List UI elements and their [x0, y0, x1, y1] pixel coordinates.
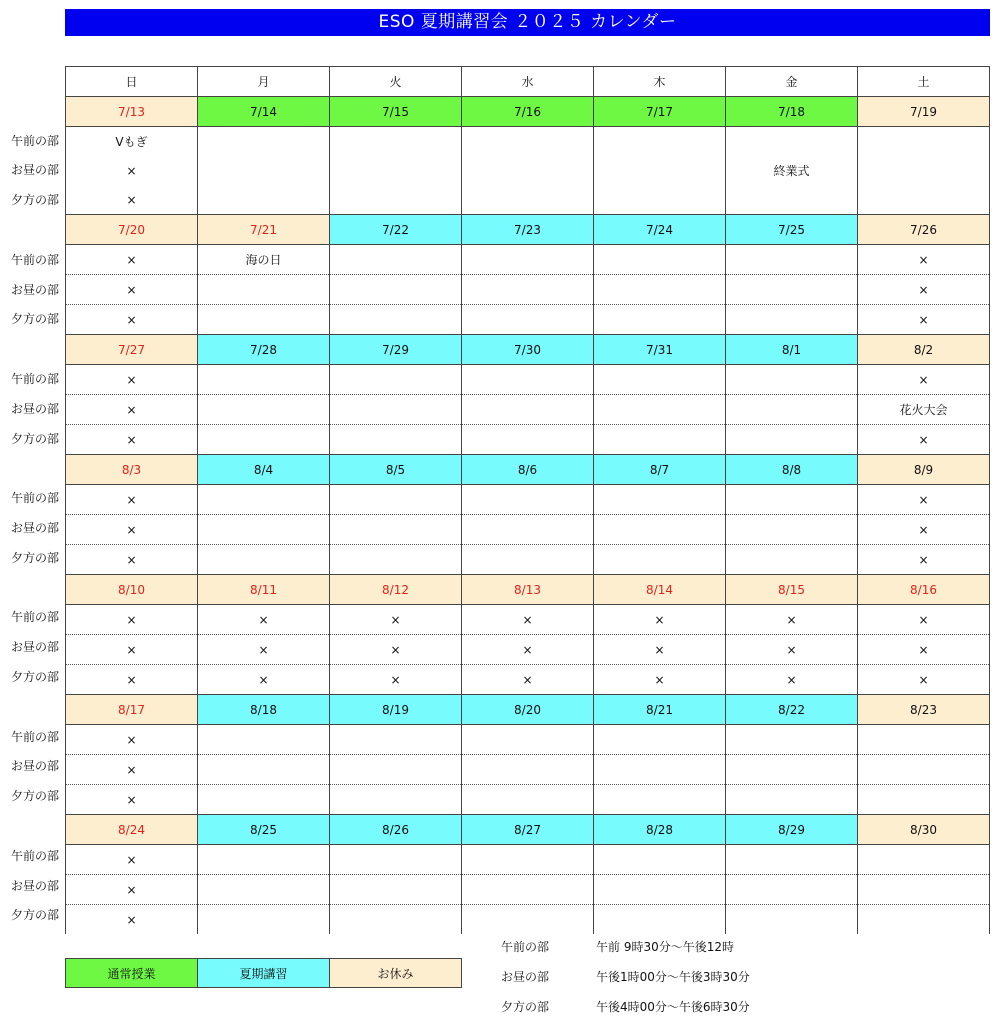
slot-cell — [462, 905, 594, 935]
slot-row-morning — [66, 485, 990, 515]
slot-cell: × — [858, 425, 990, 455]
slot-cell: × — [66, 425, 198, 455]
time-name-morning: 午前の部 — [501, 940, 550, 954]
slot-cell: × — [858, 485, 990, 515]
slot-cell — [594, 425, 726, 455]
slot-cell — [462, 755, 594, 785]
slot-cell — [858, 845, 990, 875]
legend-summer-course: 夏期講習 — [198, 959, 330, 988]
date-row — [66, 695, 990, 725]
slot-cell — [330, 485, 462, 515]
slot-cell — [198, 485, 330, 515]
weekday-tue: 火 — [330, 67, 462, 97]
date-cell: 8/18 — [198, 695, 330, 725]
slot-cell: × — [66, 185, 198, 215]
slot-row-noon — [66, 755, 990, 785]
slot-cell — [726, 755, 858, 785]
date-row — [66, 455, 990, 485]
slot-cell — [198, 365, 330, 395]
date-cell: 7/31 — [594, 335, 726, 365]
slot-cell: × — [858, 515, 990, 545]
date-row — [66, 215, 990, 245]
slot-cell — [594, 305, 726, 335]
date-cell: 7/27 — [66, 335, 198, 365]
slot-cell — [594, 725, 726, 755]
legend-day-off: お休み — [330, 959, 462, 988]
date-cell: 8/24 — [66, 815, 198, 845]
slot-cell: × — [726, 635, 858, 665]
slot-cell: × — [858, 635, 990, 665]
slot-row-noon — [66, 395, 990, 425]
slot-row-noon — [66, 515, 990, 545]
slot-label-evening: 夕方の部 — [11, 908, 60, 923]
slot-cell — [594, 905, 726, 935]
slot-cell: × — [330, 635, 462, 665]
slot-cell — [462, 485, 594, 515]
slot-cell — [726, 485, 858, 515]
slot-cell: × — [198, 635, 330, 665]
slot-label-evening: 夕方の部 — [11, 550, 60, 565]
date-cell: 8/11 — [198, 575, 330, 605]
slot-cell — [198, 305, 330, 335]
slot-row-evening — [66, 185, 990, 215]
slot-cell — [858, 755, 990, 785]
date-cell: 7/30 — [462, 335, 594, 365]
date-cell: 8/17 — [66, 695, 198, 725]
slot-cell — [462, 156, 594, 185]
slot-cell: 海の日 — [198, 245, 330, 275]
slot-cell — [198, 845, 330, 875]
slot-cell — [330, 185, 462, 215]
slot-cell — [726, 785, 858, 815]
slot-cell: × — [858, 245, 990, 275]
slot-row-morning — [66, 127, 990, 157]
slot-cell: × — [66, 845, 198, 875]
date-cell: 7/15 — [330, 97, 462, 127]
slot-cell — [330, 395, 462, 425]
slot-cell — [726, 127, 858, 157]
time-range-noon: 午後1時00分～午後3時30分 — [596, 970, 750, 984]
date-cell: 7/18 — [726, 97, 858, 127]
slot-cell — [462, 545, 594, 575]
slot-cell: × — [594, 665, 726, 695]
date-cell: 8/21 — [594, 695, 726, 725]
slot-label-noon: お昼の部 — [11, 520, 60, 535]
slot-cell — [330, 245, 462, 275]
date-cell: 8/8 — [726, 455, 858, 485]
slot-row-morning — [66, 245, 990, 275]
slot-row-evening — [66, 545, 990, 575]
slot-cell — [594, 875, 726, 905]
slot-cell — [330, 785, 462, 815]
slot-cell: × — [66, 605, 198, 635]
slot-cell — [594, 755, 726, 785]
slot-cell — [462, 245, 594, 275]
date-cell: 8/7 — [594, 455, 726, 485]
slot-cell: × — [462, 605, 594, 635]
slot-cell — [330, 156, 462, 185]
slot-cell — [330, 425, 462, 455]
slot-row-noon — [66, 156, 990, 185]
slot-cell: × — [66, 395, 198, 425]
slot-cell: × — [66, 905, 198, 935]
slot-cell — [330, 275, 462, 305]
slot-cell — [330, 755, 462, 785]
slot-cell: × — [66, 755, 198, 785]
slot-cell: × — [66, 875, 198, 905]
slot-cell — [858, 127, 990, 157]
date-cell: 7/25 — [726, 215, 858, 245]
calendar-grid — [65, 66, 990, 934]
date-cell: 8/22 — [726, 695, 858, 725]
slot-cell — [330, 515, 462, 545]
date-cell: 8/19 — [330, 695, 462, 725]
date-cell: 8/23 — [858, 695, 990, 725]
calendar-title: ESO 夏期講習会 ２０２５ カレンダー — [65, 9, 990, 36]
slot-row-evening — [66, 785, 990, 815]
slot-cell — [330, 127, 462, 157]
slot-cell — [594, 515, 726, 545]
slot-cell — [462, 875, 594, 905]
slot-row-morning — [66, 365, 990, 395]
slot-cell — [198, 875, 330, 905]
slot-cell: × — [858, 545, 990, 575]
slot-label-morning: 午前の部 — [11, 133, 60, 148]
slot-cell — [594, 275, 726, 305]
date-cell: 8/28 — [594, 815, 726, 845]
weekday-thu: 木 — [594, 67, 726, 97]
slot-label-noon: お昼の部 — [11, 640, 60, 655]
legend — [65, 958, 462, 988]
slot-cell: × — [594, 635, 726, 665]
slot-cell — [726, 395, 858, 425]
slot-label-noon: お昼の部 — [11, 282, 60, 297]
date-cell: 8/20 — [462, 695, 594, 725]
date-cell: 7/24 — [594, 215, 726, 245]
date-cell: 8/12 — [330, 575, 462, 605]
slot-cell — [198, 275, 330, 305]
slot-cell — [594, 245, 726, 275]
slot-cell: × — [66, 665, 198, 695]
slot-cell: × — [66, 635, 198, 665]
slot-cell: × — [66, 365, 198, 395]
slot-cell: × — [726, 665, 858, 695]
slot-cell — [858, 725, 990, 755]
slot-row-evening — [66, 665, 990, 695]
slot-label-morning: 午前の部 — [11, 371, 60, 386]
date-cell: 7/22 — [330, 215, 462, 245]
slot-cell — [198, 545, 330, 575]
slot-row-morning — [66, 725, 990, 755]
slot-cell: 終業式 — [726, 156, 858, 185]
slot-cell: × — [66, 245, 198, 275]
slot-cell — [594, 185, 726, 215]
slot-label-morning: 午前の部 — [11, 729, 60, 744]
slot-cell — [858, 156, 990, 185]
slot-cell: × — [198, 605, 330, 635]
slot-cell — [198, 156, 330, 185]
weekday-header-row — [66, 67, 990, 97]
slot-cell — [858, 875, 990, 905]
slot-cell — [594, 545, 726, 575]
slot-cell — [462, 305, 594, 335]
slot-cell — [726, 305, 858, 335]
slot-label-morning: 午前の部 — [11, 491, 60, 506]
time-range-evening: 午後4時00分～午後6時30分 — [596, 1000, 750, 1014]
date-cell: 8/2 — [858, 335, 990, 365]
date-cell: 8/3 — [66, 455, 198, 485]
slot-row-noon — [66, 275, 990, 305]
date-cell: 7/19 — [858, 97, 990, 127]
slot-cell — [726, 185, 858, 215]
slot-cell — [462, 785, 594, 815]
date-row — [66, 815, 990, 845]
date-cell: 8/27 — [462, 815, 594, 845]
date-cell: 7/20 — [66, 215, 198, 245]
date-cell: 7/16 — [462, 97, 594, 127]
slot-cell — [726, 875, 858, 905]
weekday-sun: 日 — [66, 67, 198, 97]
slot-cell — [330, 305, 462, 335]
slot-cell — [198, 515, 330, 545]
date-cell: 8/9 — [858, 455, 990, 485]
slot-cell: × — [198, 665, 330, 695]
slot-cell: 花火大会 — [858, 395, 990, 425]
slot-cell — [726, 425, 858, 455]
weekday-fri: 金 — [726, 67, 858, 97]
date-cell: 7/23 — [462, 215, 594, 245]
slot-label-evening: 夕方の部 — [11, 312, 60, 327]
time-name-noon: お昼の部 — [501, 970, 550, 984]
slot-cell — [858, 185, 990, 215]
slot-cell — [330, 545, 462, 575]
slot-cell: × — [66, 545, 198, 575]
slot-cell — [726, 845, 858, 875]
slot-cell — [198, 425, 330, 455]
slot-cell — [594, 395, 726, 425]
slot-cell — [198, 725, 330, 755]
slot-row-morning — [66, 605, 990, 635]
slot-cell — [726, 905, 858, 935]
date-cell: 8/6 — [462, 455, 594, 485]
slot-row-evening — [66, 905, 990, 935]
slot-cell — [198, 905, 330, 935]
slot-label-noon: お昼の部 — [11, 878, 60, 893]
slot-cell — [198, 395, 330, 425]
slot-cell: × — [858, 665, 990, 695]
date-cell: 8/16 — [858, 575, 990, 605]
time-name-evening: 夕方の部 — [501, 1000, 550, 1014]
slot-cell — [462, 725, 594, 755]
date-cell: 8/13 — [462, 575, 594, 605]
slot-cell — [330, 365, 462, 395]
slot-cell — [726, 515, 858, 545]
weekday-mon: 月 — [198, 67, 330, 97]
slot-label-evening: 夕方の部 — [11, 431, 60, 446]
slot-cell — [330, 875, 462, 905]
slot-cell — [726, 545, 858, 575]
date-cell: 8/14 — [594, 575, 726, 605]
slot-label-morning: 午前の部 — [11, 848, 60, 863]
weekday-wed: 水 — [462, 67, 594, 97]
slot-cell — [726, 365, 858, 395]
slot-label-evening: 夕方の部 — [11, 193, 60, 208]
slot-cell — [594, 156, 726, 185]
date-cell: 8/26 — [330, 815, 462, 845]
date-cell: 8/30 — [858, 815, 990, 845]
slot-row-morning — [66, 845, 990, 875]
date-cell: 7/17 — [594, 97, 726, 127]
slot-cell: × — [726, 605, 858, 635]
slot-cell: × — [462, 665, 594, 695]
date-cell: 8/4 — [198, 455, 330, 485]
slot-label-morning: 午前の部 — [11, 610, 60, 625]
legend-normal-class: 通常授業 — [66, 959, 198, 988]
slot-cell: × — [858, 275, 990, 305]
date-cell: 8/1 — [726, 335, 858, 365]
date-cell: 8/25 — [198, 815, 330, 845]
date-cell: 7/14 — [198, 97, 330, 127]
slot-cell: × — [858, 305, 990, 335]
slot-cell: × — [66, 156, 198, 185]
date-cell: 7/28 — [198, 335, 330, 365]
slot-cell — [462, 365, 594, 395]
slot-cell — [594, 785, 726, 815]
slot-cell — [330, 905, 462, 935]
slot-label-evening: 夕方の部 — [11, 789, 60, 804]
slot-cell — [462, 395, 594, 425]
slot-row-noon — [66, 875, 990, 905]
slot-label-evening: 夕方の部 — [11, 669, 60, 684]
weekday-sat: 土 — [858, 67, 990, 97]
slot-label-noon: お昼の部 — [11, 759, 60, 774]
slot-cell — [726, 275, 858, 305]
date-cell: 7/21 — [198, 215, 330, 245]
date-cell: 8/10 — [66, 575, 198, 605]
slot-cell: Vもぎ — [66, 127, 198, 157]
slot-cell — [462, 185, 594, 215]
slot-cell — [198, 127, 330, 157]
slot-cell — [594, 365, 726, 395]
slot-cell: × — [462, 635, 594, 665]
slot-cell — [726, 725, 858, 755]
date-cell: 7/13 — [66, 97, 198, 127]
slot-cell: × — [330, 665, 462, 695]
slot-label-morning: 午前の部 — [11, 252, 60, 267]
date-row — [66, 97, 990, 127]
slot-cell — [330, 845, 462, 875]
slot-cell: × — [66, 725, 198, 755]
slot-cell — [462, 845, 594, 875]
date-cell: 8/29 — [726, 815, 858, 845]
slot-cell — [198, 185, 330, 215]
slot-cell — [462, 275, 594, 305]
slot-cell — [594, 485, 726, 515]
slot-cell — [462, 127, 594, 157]
slot-cell: × — [66, 785, 198, 815]
slot-cell: × — [858, 605, 990, 635]
slot-cell — [462, 425, 594, 455]
slot-label-noon: お昼の部 — [11, 163, 60, 178]
slot-row-noon — [66, 635, 990, 665]
slot-cell — [198, 785, 330, 815]
date-row — [66, 575, 990, 605]
slot-cell: × — [66, 275, 198, 305]
slot-cell: × — [330, 605, 462, 635]
slot-cell — [858, 905, 990, 935]
date-cell: 7/29 — [330, 335, 462, 365]
slot-cell — [594, 845, 726, 875]
slot-cell — [198, 755, 330, 785]
slot-label-noon: お昼の部 — [11, 401, 60, 416]
slot-cell — [462, 515, 594, 545]
slot-row-evening — [66, 425, 990, 455]
slot-cell: × — [594, 605, 726, 635]
slot-cell: × — [66, 305, 198, 335]
slot-cell — [858, 785, 990, 815]
time-range-morning: 午前 9時30分～午後12時 — [596, 940, 734, 954]
slot-cell — [594, 127, 726, 157]
date-cell: 7/26 — [858, 215, 990, 245]
slot-cell: × — [66, 485, 198, 515]
slot-cell — [330, 725, 462, 755]
date-cell: 8/5 — [330, 455, 462, 485]
slot-cell: × — [66, 515, 198, 545]
date-row — [66, 335, 990, 365]
slot-cell — [726, 245, 858, 275]
slot-cell: × — [858, 365, 990, 395]
date-cell: 8/15 — [726, 575, 858, 605]
slot-row-evening — [66, 305, 990, 335]
